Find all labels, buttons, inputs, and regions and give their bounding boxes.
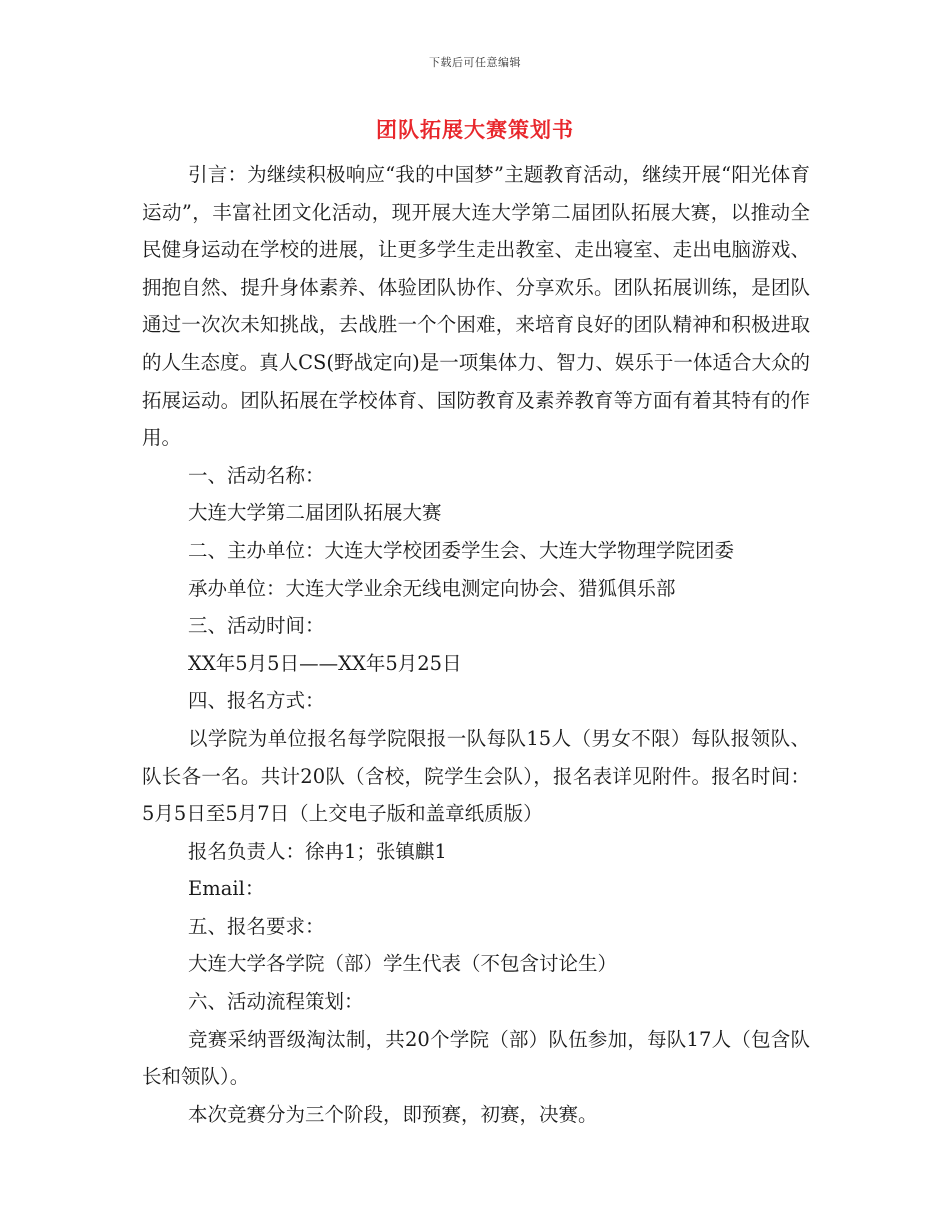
section-heading-organizer: 二、主办单位：大连大学校团委学生会、大连大学物理学院团委 (188, 538, 735, 562)
co-organizer: 承办单位：大连大学业余无线电测定向协会、猎狐俱乐部 (188, 576, 676, 600)
section-heading-activity-name: 一、活动名称： (188, 463, 325, 487)
section-heading-registration-requirements: 五、报名要求： (188, 914, 325, 938)
section-heading-activity-time: 三、活动时间： (188, 614, 325, 638)
document-title: 团队拓展大赛策划书 (376, 117, 574, 142)
section-heading-activity-process: 六、活动流程策划： (188, 990, 364, 1014)
header-note: 下载后可任意编辑 (429, 56, 521, 69)
competition-stages: 本次竞赛分为三个阶段，即预赛，初赛，决赛。 (188, 1102, 598, 1126)
activity-time: XX年5月5日——XX年5月25日 (188, 651, 462, 675)
activity-name: 大连大学第二届团队拓展大赛 (188, 501, 442, 525)
registration-email: Email： (188, 877, 265, 901)
competition-format: 竞赛采纳晋级淘汰制，共20个学院（部）队伍参加，每队17人（包含队长和领队）。 (142, 1027, 810, 1089)
registration-contact: 报名负责人：徐冉1；张镇麒1 (188, 839, 447, 863)
section-heading-registration-method: 四、报名方式： (188, 689, 325, 713)
document-body (142, 156, 810, 1133)
intro-paragraph: 引言：为继续积极响应“我的中国梦”主题教育活动，继续开展“阳光体育运动”，丰富社团文化活动，现开展大连大学第二届团队拓展大赛，以推动全民健身运动在学校的进展，让更多学生走出教室、走出寝室、走出电脑游戏、拥抱自然、提升身体素养、体验团队协作、分享欢乐。团队拓展训练，是团队通过一次次未知挑战，去战胜一个个困难，来培育良好的团队精神和积极进取的人生态度。真人CS(野战定向)是一项集体力、智力、娱乐于一体适合大众的拓展运动。团队拓展在学校体育、国防教育及素养教育等方面有着其特有的作用。 (142, 163, 810, 450)
registration-method: 以学院为单位报名每学院限报一队每队15人（男女不限）每队报领队、队长各一名。共计20队（含校，院学生会队），报名表详见附件。报名时间：5月5日至5月7日（上交电子版和盖章纸质版） (142, 726, 810, 826)
registration-requirements: 大连大学各学院（部）学生代表（不包含讨论生） (188, 952, 618, 976)
